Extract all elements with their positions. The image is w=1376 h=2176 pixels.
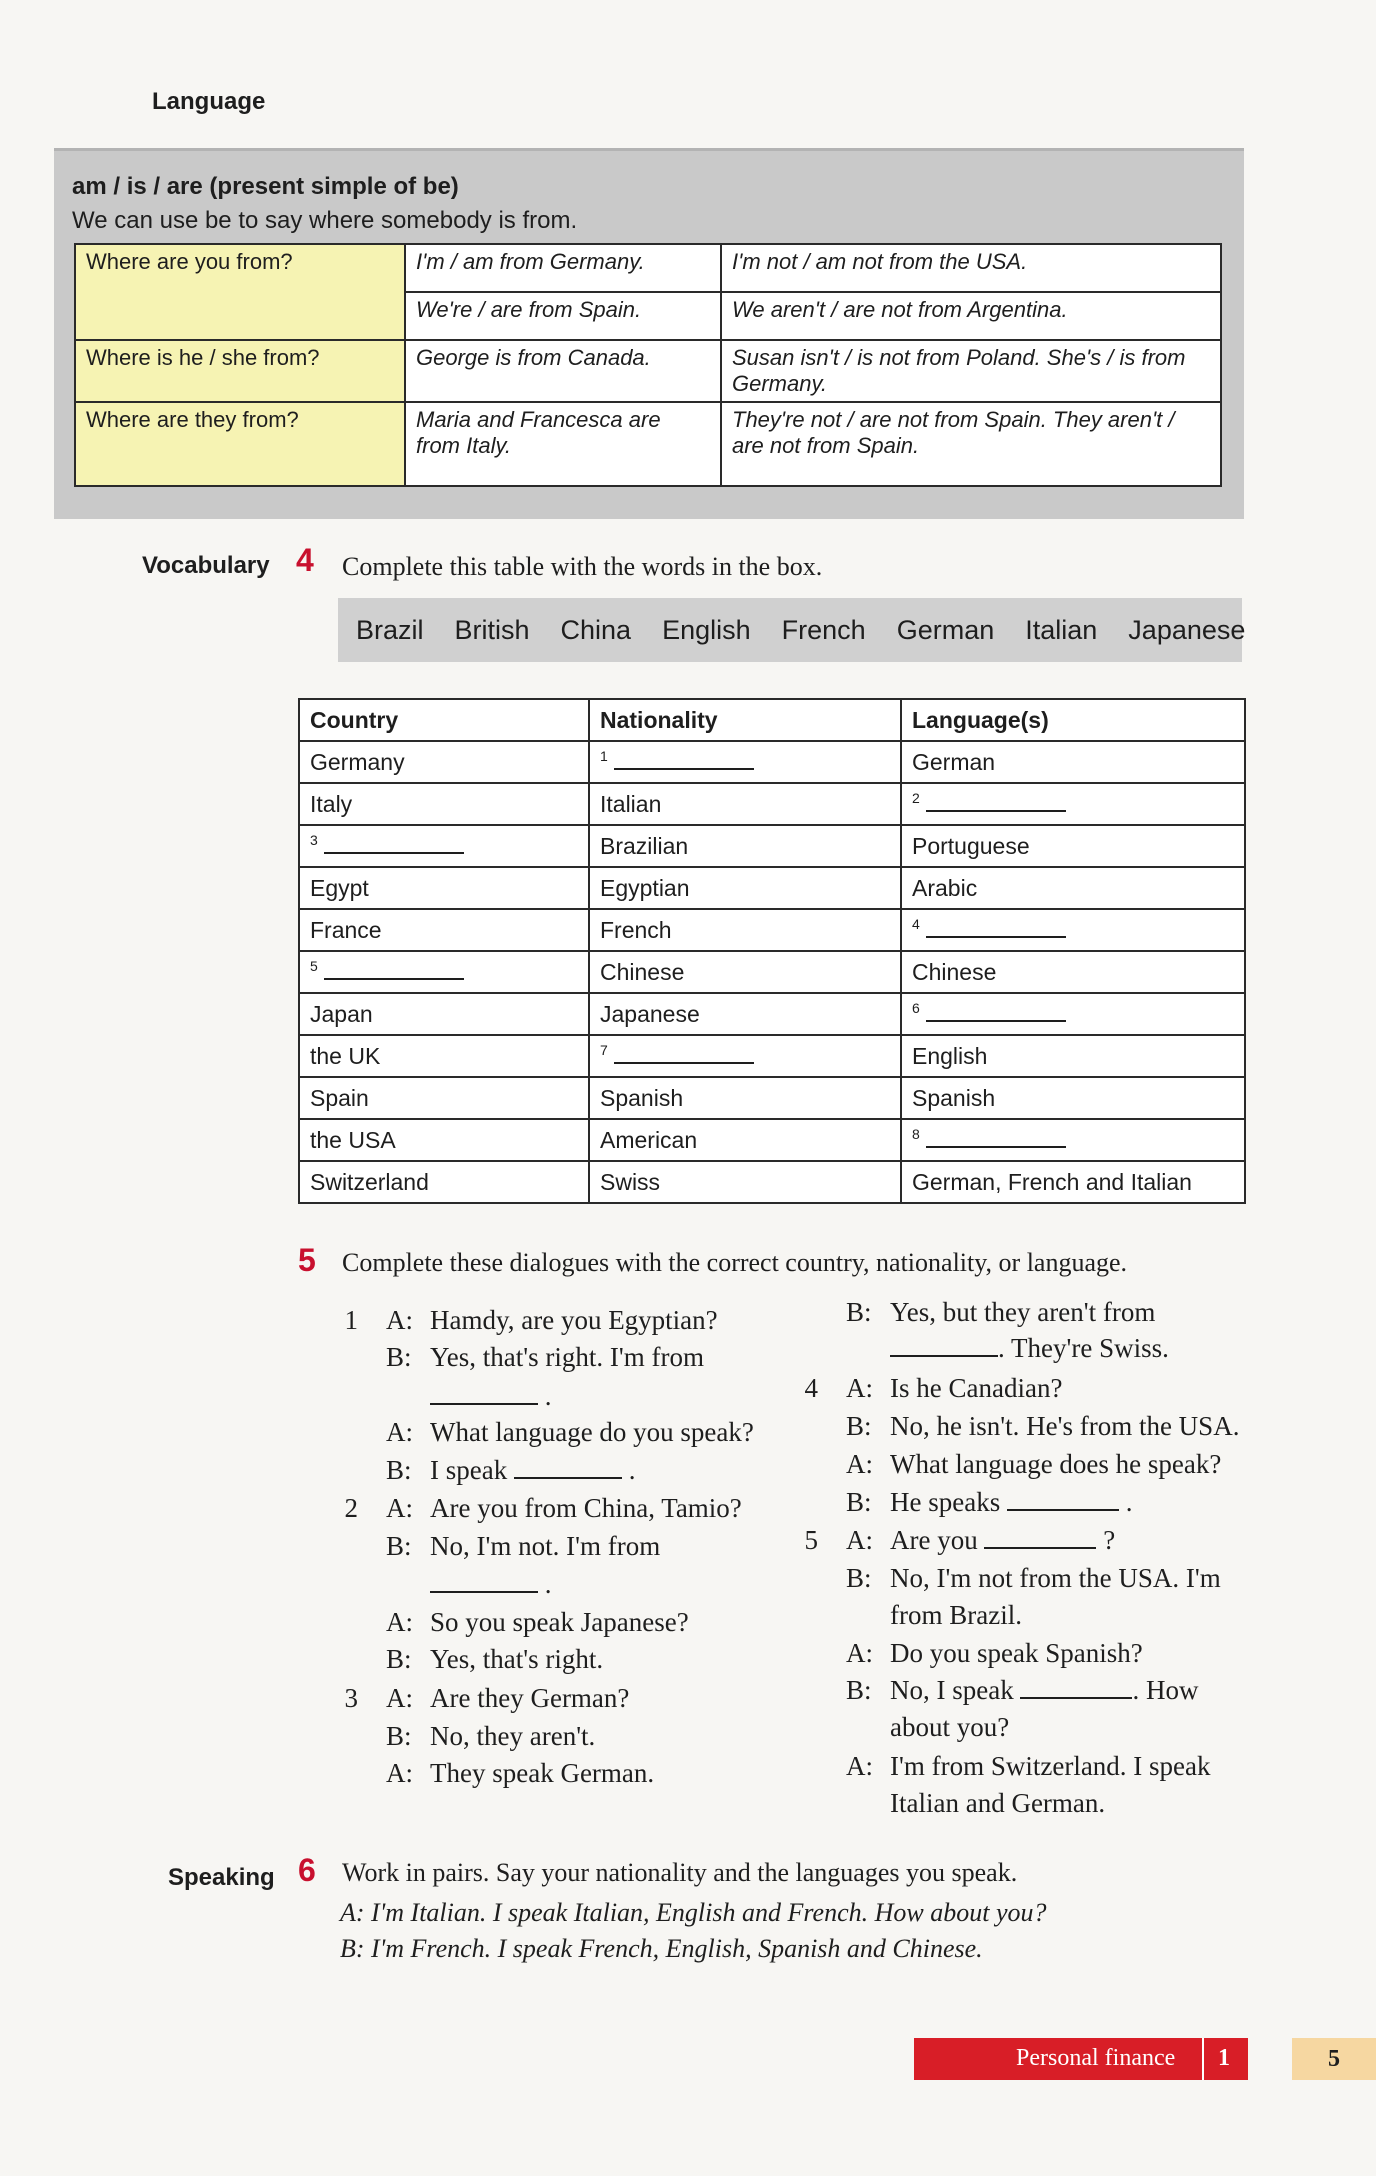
grammar-affirmative-cell: We're / are from Spain. (405, 292, 721, 340)
dialogue-text: He speaks (890, 1487, 1001, 1517)
punctuation: ? (1103, 1525, 1116, 1555)
answer-blank[interactable] (1020, 1675, 1132, 1699)
speaker-b: B: (846, 1487, 872, 1517)
speaker-a: A: (386, 1493, 413, 1523)
country-cell: Spain (299, 1077, 589, 1119)
table-row (299, 909, 1245, 951)
speaker-b: B: (386, 1644, 412, 1674)
nationality-cell: Spanish (589, 1077, 901, 1119)
answer-blank[interactable] (926, 790, 1066, 812)
nationality-cell: Chinese (589, 951, 901, 993)
dialogue-line: What language do you speak? (430, 1417, 754, 1447)
answer-blank[interactable] (514, 1455, 622, 1479)
dialogue-line-with-blank (890, 1672, 1198, 1709)
grammar-title (72, 173, 459, 201)
answer-blank[interactable] (324, 832, 464, 854)
dialogue-line: from Brazil. (890, 1600, 1022, 1630)
footer-unit-number: 1 (1218, 2045, 1230, 2071)
word-box-item: Brazil (356, 614, 424, 645)
nationality-gap-cell[interactable] (589, 741, 901, 783)
punctuation: . (628, 1455, 636, 1485)
country-cell: the UK (299, 1035, 589, 1077)
table-row (299, 1119, 1245, 1161)
footer-unit-bar (914, 2038, 1248, 2080)
dialogue-line: Are they German? (430, 1683, 630, 1713)
dialogue-line: Are you from China, Tamio? (430, 1493, 742, 1523)
table-row (299, 741, 1245, 783)
exercise-5-instruction: Complete these dialogues with the correct country, nationality, or language. (342, 1248, 1128, 1277)
dialogue-number: 2 (344, 1493, 358, 1523)
dialogue-line: about you? (890, 1712, 1010, 1742)
nationality-cell: French (589, 909, 901, 951)
speaker-b: B: (846, 1297, 872, 1327)
dialogue-line-with-blank (890, 1484, 1132, 1521)
word-box-item: Italian (1025, 614, 1098, 645)
nationality-cell: Egyptian (589, 867, 901, 909)
country-cell: Japan (299, 993, 589, 1035)
dialogue-number: 4 (804, 1373, 818, 1403)
speaker-a: A: (386, 1305, 413, 1335)
country-cell: Egypt (299, 867, 589, 909)
speaker-b: B: (846, 1675, 872, 1705)
dialogue-line: Yes, that's right. I'm from (430, 1342, 704, 1372)
word-box-item: German (896, 614, 995, 645)
table-row (299, 867, 1245, 909)
country-cell: Germany (299, 741, 589, 783)
dialogue-number: 3 (344, 1683, 358, 1713)
word-box-item: English (662, 614, 751, 645)
speaker-b: B: (386, 1531, 412, 1561)
country-cell: France (299, 909, 589, 951)
grammar-question-cell: Where are you from? (75, 244, 405, 340)
word-box (338, 598, 1246, 662)
gap-number: 7 (600, 1042, 608, 1059)
speaker-b: B: (846, 1411, 872, 1441)
gap-number: 8 (912, 1126, 920, 1143)
vocab-header-row (299, 699, 1245, 741)
table-row (299, 825, 1245, 867)
speaker-a: A: (846, 1449, 873, 1479)
country-gap-cell[interactable] (299, 951, 589, 993)
dialogue-text: Are you (890, 1525, 978, 1555)
language-cell: English (901, 1035, 1245, 1077)
word-box-item: China (560, 614, 632, 645)
dialogue-line: Hamdy, are you Egyptian? (430, 1305, 718, 1335)
header-nationality: Nationality (589, 699, 901, 741)
grammar-negative-cell: They're not / are not from Spain. They aren't / are not from Spain. (721, 402, 1221, 486)
grammar-affirmative-cell: I'm / am from Germany. (405, 244, 721, 292)
header-country: Country (299, 699, 589, 741)
grammar-subtitle: We can use be to say where somebody is from. (72, 207, 578, 234)
dialogue-blank-line (430, 1566, 552, 1603)
speaker-a: A: (846, 1751, 873, 1781)
speaking-example-b: B: I'm French. I speak French, English, Spanish and Chinese. (340, 1934, 983, 1963)
grammar-affirmative-cell: Maria and Francesca are from Italy. (405, 402, 721, 486)
table-row (299, 1077, 1245, 1119)
language-cell: German, French and Italian (901, 1161, 1245, 1203)
dialogue-text: I speak (430, 1455, 508, 1485)
dialogue-line-with-blank (430, 1452, 635, 1489)
nationality-cell: Italian (589, 783, 901, 825)
footer-divider (1202, 2038, 1204, 2080)
grammar-row (75, 340, 1221, 402)
vocabulary-table (298, 698, 1246, 1204)
language-gap-cell[interactable] (901, 909, 1245, 951)
language-gap-cell[interactable] (901, 783, 1245, 825)
answer-blank[interactable] (926, 1000, 1066, 1022)
dialogue-line-with-blank (890, 1330, 1169, 1367)
dialogue-line: No, they aren't. (430, 1721, 596, 1751)
grammar-question-cell: Where is he / she from? (75, 340, 405, 402)
dialogue-line-with-blank (890, 1522, 1115, 1559)
dialogue-line: Do you speak Spanish? (890, 1638, 1143, 1668)
dialogue-line: What language does he speak? (890, 1449, 1222, 1479)
language-cell: Portuguese (901, 825, 1245, 867)
language-cell: German (901, 741, 1245, 783)
answer-blank[interactable] (430, 1569, 538, 1593)
dialogue-text: . How (1132, 1675, 1199, 1705)
country-gap-cell[interactable] (299, 825, 589, 867)
gap-number: 3 (310, 832, 318, 849)
country-cell: Switzerland (299, 1161, 589, 1203)
speaker-a: A: (846, 1638, 873, 1668)
answer-blank[interactable] (926, 916, 1066, 938)
speaking-label: Speaking (168, 1864, 275, 1891)
dialogue-blank-line (430, 1378, 552, 1415)
country-cell: Italy (299, 783, 589, 825)
speaker-b: B: (386, 1342, 412, 1372)
table-row (299, 993, 1245, 1035)
speaker-a: A: (846, 1373, 873, 1403)
dialogue-line: No, I'm not from the USA. I'm (890, 1563, 1221, 1593)
punctuation: . (1125, 1487, 1133, 1517)
dialogue-line: Yes, that's right. (430, 1644, 604, 1674)
exercise-6-number: 6 (298, 1852, 316, 1888)
language-heading: Language (152, 88, 266, 115)
exercise-6-instruction: Work in pairs. Say your nationality and the languages you speak. (342, 1858, 1018, 1887)
dialogue-text: . They're Swiss. (998, 1333, 1169, 1363)
exercise-5-number: 5 (298, 1242, 316, 1278)
dialogue-line: I'm from Switzerland. I speak (890, 1751, 1211, 1781)
punctuation: . (544, 1381, 552, 1411)
gap-number: 4 (912, 916, 920, 933)
header-languages: Language(s) (901, 699, 1245, 741)
speaker-a: A: (846, 1525, 873, 1555)
footer-unit-title: Personal finance (1016, 2045, 1176, 2071)
dialogue-text: No, I speak (890, 1675, 1014, 1705)
dialogue-number: 1 (344, 1305, 358, 1335)
nationality-cell: Japanese (589, 993, 901, 1035)
table-row (299, 783, 1245, 825)
answer-blank[interactable] (324, 958, 464, 980)
grammar-box (54, 148, 1244, 519)
word-box-item: Japanese (1128, 614, 1246, 645)
answer-blank[interactable] (890, 1333, 998, 1357)
speaker-b: B: (386, 1721, 412, 1751)
page-number: 5 (1292, 2038, 1376, 2080)
grammar-negative-cell: I'm not / am not from the USA. (721, 244, 1221, 292)
dialogue-line: No, I'm not. I'm from (430, 1531, 661, 1561)
answer-blank[interactable] (614, 748, 754, 770)
speaker-a: A: (386, 1417, 413, 1447)
answer-blank[interactable] (614, 1042, 754, 1064)
dialogue-line: They speak German. (430, 1758, 655, 1788)
punctuation: . (544, 1569, 552, 1599)
gap-number: 5 (310, 958, 318, 975)
grammar-question-cell: Where are they from? (75, 402, 405, 486)
language-cell: Spanish (901, 1077, 1245, 1119)
language-cell: Arabic (901, 867, 1245, 909)
dialogue-line: So you speak Japanese? (430, 1607, 689, 1637)
grammar-row (75, 402, 1221, 486)
dialogue-line: Is he Canadian? (890, 1373, 1063, 1403)
grammar-negative-cell: We aren't / are not from Argentina. (721, 292, 1221, 340)
language-cell: Chinese (901, 951, 1245, 993)
table-row (299, 951, 1245, 993)
speaker-a: A: (386, 1758, 413, 1788)
exercise-4-number: 4 (296, 542, 314, 578)
speaker-b: B: (846, 1563, 872, 1593)
speaker-a: A: (386, 1683, 413, 1713)
language-gap-cell[interactable] (901, 993, 1245, 1035)
table-row (299, 1161, 1245, 1203)
grammar-negative-cell: Susan isn't / is not from Poland. She's / is from Germany. (721, 340, 1221, 402)
vocabulary-label: Vocabulary (142, 552, 270, 579)
nationality-cell: Brazilian (589, 825, 901, 867)
exercise-4-instruction: Complete this table with the words in the box. (342, 552, 823, 581)
grammar-row (75, 244, 1221, 292)
gap-number: 1 (600, 748, 608, 765)
answer-blank[interactable] (1007, 1487, 1119, 1511)
dialogue-line: Yes, but they aren't from (890, 1297, 1156, 1327)
country-cell: the USA (299, 1119, 589, 1161)
grammar-affirmative-cell: George is from Canada. (405, 340, 721, 402)
word-box-item: British (454, 614, 530, 645)
gap-number: 2 (912, 790, 920, 807)
dialogue-number: 5 (804, 1525, 818, 1555)
grammar-table (74, 243, 1222, 487)
answer-blank[interactable] (430, 1381, 538, 1405)
speaker-b: B: (386, 1455, 412, 1485)
nationality-cell: Swiss (589, 1161, 901, 1203)
table-row (299, 1035, 1245, 1077)
nationality-gap-cell[interactable] (589, 1035, 901, 1077)
speaker-a: A: (386, 1607, 413, 1637)
word-box-item: French (781, 614, 866, 645)
language-gap-cell[interactable] (901, 1119, 1245, 1161)
nationality-cell: American (589, 1119, 901, 1161)
grammar-title-text: am / is / are (present simple of be) (72, 173, 459, 200)
speaking-example-a: A: I'm Italian. I speak Italian, English and French. How about you? (340, 1898, 1047, 1927)
answer-blank[interactable] (984, 1525, 1096, 1549)
gap-number: 6 (912, 1000, 920, 1017)
answer-blank[interactable] (926, 1126, 1066, 1148)
dialogue-line: Italian and German. (890, 1788, 1106, 1818)
dialogue-line: No, he isn't. He's from the USA. (890, 1411, 1240, 1441)
